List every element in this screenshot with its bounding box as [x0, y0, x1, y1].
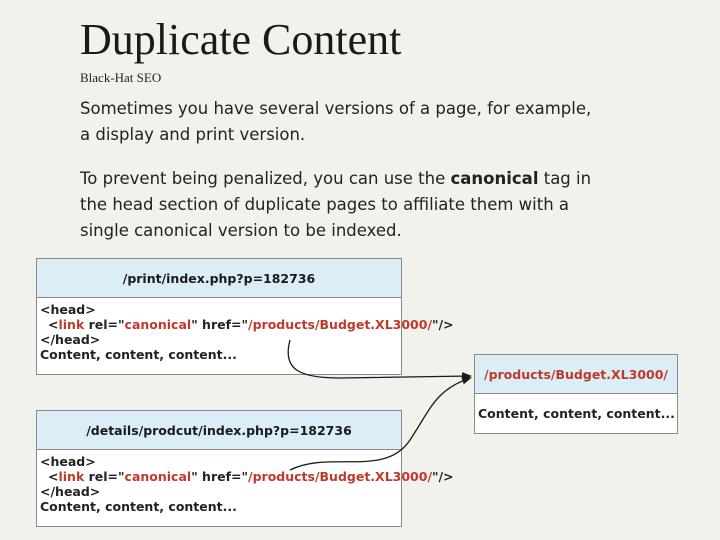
canonical-page-content: Content, content, content...: [478, 406, 675, 421]
paragraph-canonical: [80, 166, 600, 244]
page-content: Content, content, content...: [40, 499, 237, 514]
rel-value: canonical: [124, 317, 192, 332]
canonical-page-box: [474, 354, 678, 434]
canonical-keyword: canonical: [450, 169, 539, 188]
link-close: "/>: [432, 317, 454, 332]
href-value: /products/Budget.XL3000/: [248, 317, 433, 332]
canonical-link-line: [40, 469, 454, 484]
canonical-link-line: [40, 317, 454, 332]
page-content: Content, content, content...: [40, 347, 237, 362]
link-close: "/>: [432, 469, 454, 484]
rel-attr: rel=": [84, 469, 125, 484]
slide-subtitle: Black-Hat SEO: [80, 70, 162, 85]
paragraph-text-start: To prevent being penalized, you can use the: [80, 169, 451, 188]
print-page-box: [36, 258, 454, 375]
head-close-tag: </head>: [40, 332, 101, 347]
link-open: <: [48, 469, 59, 484]
print-page-source: [37, 298, 454, 366]
details-page-box: [36, 410, 454, 527]
slide-title: Duplicate Content: [80, 15, 402, 64]
head-close-tag: </head>: [40, 484, 101, 499]
href-attr: " href=": [191, 317, 249, 332]
link-tag: link: [58, 469, 85, 484]
link-open: <: [48, 317, 59, 332]
details-page-url: /details/prodcut/index.php?p=182736: [37, 411, 401, 450]
rel-value: canonical: [124, 469, 192, 484]
href-value: /products/Budget.XL3000/: [248, 469, 433, 484]
paragraph-text-end: tag in the head section of duplicate pages to affiliate them with a single canonical version to be indexed.: [80, 169, 592, 240]
rel-attr: rel=": [84, 317, 125, 332]
canonical-page-url: /products/Budget.XL3000/: [475, 355, 677, 394]
paragraph-versions: Sometimes you have several versions of a page, for example, a display and print version.: [80, 99, 592, 144]
href-attr: " href=": [191, 469, 249, 484]
details-page-source: [37, 450, 454, 518]
print-page-url: /print/index.php?p=182736: [37, 259, 401, 298]
head-open-tag: <head>: [40, 302, 96, 317]
link-tag: link: [58, 317, 85, 332]
head-open-tag: <head>: [40, 454, 96, 469]
